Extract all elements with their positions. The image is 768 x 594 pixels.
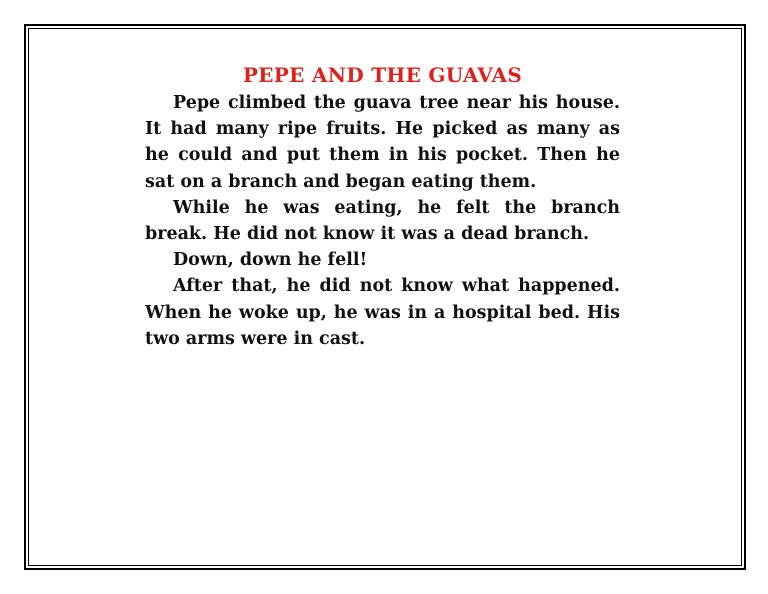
- story-paragraph-4: After that, he did not know what happened. When he woke up, he was in a hospital bed. His two arms were in cast.: [145, 276, 620, 349]
- story-content: [145, 62, 620, 352]
- story-paragraph-1: Pepe climbed the guava tree near his house. It had many ripe fruits. He picked as many as he could and put them in his pocket. Then he sat on a branch and began eating them.: [145, 93, 620, 192]
- story-paragraph-2: While he was eating, he felt the branch break. He did not know it was a dead branch.: [145, 197, 620, 245]
- story-paragraph-3: Down, down he fell!: [173, 250, 368, 271]
- story-title: PEPE AND THE GUAVAS: [242, 63, 523, 87]
